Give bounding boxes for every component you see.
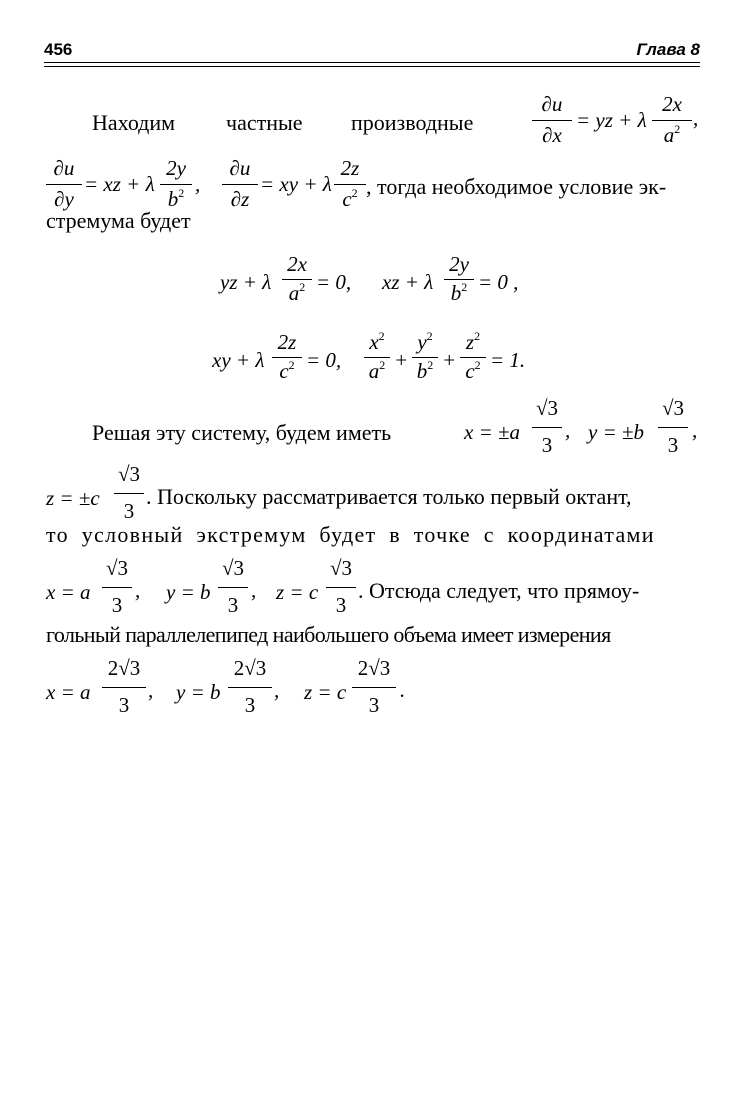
plus-2: +	[442, 348, 457, 372]
word-proizvodnye: производные	[351, 110, 474, 135]
comma-2: ,	[195, 172, 201, 196]
sys-e2-lhs: xz + λ	[382, 270, 434, 294]
sys-fraction-2x-a2: 2x $a^2$	[282, 252, 312, 306]
sys-fraction-2z-c2: 2z $c^2$	[272, 330, 302, 384]
fraction-du-dy: ∂u ∂y	[46, 156, 82, 212]
fraction-2sqrt3-3-c: 2√3 3	[352, 656, 396, 718]
fraction-2y-b2: 2y $b^2$	[160, 156, 192, 212]
fraction-sqrt3-3-b: √3 3	[658, 396, 688, 458]
text-golnyi: гольный параллелепипед наибольшего объема имеет измерения	[46, 622, 611, 647]
fraction-2sqrt3-3-a: 2√3 3	[102, 656, 146, 718]
fraction-sqrt3-3-c: √3 3	[114, 462, 144, 524]
plus-1: +	[394, 348, 409, 372]
sys-fraction-2y-b2: 2y $b^2$	[444, 252, 474, 306]
eq1-rhs: = yz + λ	[576, 108, 647, 132]
z-c: z = c	[276, 580, 319, 604]
sep-3: ,	[135, 578, 141, 602]
running-header	[44, 40, 700, 58]
fraction-du-dz: ∂u ∂z	[222, 156, 258, 212]
sys-fraction-x2-a2: $x^2$ $a^2$	[364, 330, 390, 384]
fraction-2sqrt3-3-b: 2√3 3	[228, 656, 272, 718]
sys-e3-lhs: xy + λ	[212, 348, 265, 372]
sys-fraction-z2-c2: $z^2$ $c^2$	[460, 330, 486, 384]
x-a-2: x = a	[46, 680, 91, 704]
sep-6: ,	[274, 678, 280, 702]
text-uslovnyi: то условный экстремум будет в точке с координатами	[46, 522, 655, 547]
text-reshaya: Решая эту систему, будем иметь	[92, 420, 392, 445]
y-pm-b: y = ±b	[588, 420, 645, 444]
eq3-rhs: = xy + λ	[260, 172, 332, 196]
sep-5: ,	[148, 678, 154, 702]
z-c-2: z = c	[304, 680, 347, 704]
chapter-title: Глава 8	[636, 40, 700, 59]
sys-e1-end: = 0,	[316, 270, 352, 294]
text-stremuma: стремума будет	[46, 208, 191, 233]
fraction-sqrt3-3-d: √3 3	[102, 556, 132, 618]
fraction-2x-a2: 2x $a^2$	[652, 92, 692, 148]
sep-1: ,	[565, 418, 571, 442]
x-pm-a: x = ±a	[464, 420, 521, 444]
sys-e1-lhs: yz + λ	[220, 270, 272, 294]
sep-2: ,	[692, 418, 698, 442]
fraction-sqrt3-3-f: √3 3	[326, 556, 356, 618]
sys-e3-end: = 0,	[306, 348, 342, 372]
page-number: 456	[44, 40, 73, 59]
x-a: x = a	[46, 580, 91, 604]
sys-fraction-y2-b2: $y^2$ $b^2$	[412, 330, 438, 384]
fraction-du-dx: ∂u ∂x	[532, 92, 572, 148]
y-b: y = b	[166, 580, 211, 604]
sys-e2-end: = 0 ,	[478, 270, 519, 294]
y-b-2: y = b	[176, 680, 221, 704]
fraction-2z-c2: 2z $c^2$	[334, 156, 366, 212]
comma-1: ,	[693, 106, 699, 130]
sys-e4-end: = 1.	[490, 348, 526, 372]
header-rule-thick	[44, 62, 700, 63]
word-chastnye: частные	[226, 110, 303, 135]
z-pm-c: z = ±c	[46, 486, 100, 510]
text-togda: , тогда необходимое условие эк-	[366, 174, 667, 199]
text-poskolku: . Поскольку рассматривается только первый октант,	[146, 484, 632, 509]
fraction-sqrt3-3-a: √3 3	[532, 396, 562, 458]
fraction-sqrt3-3-e: √3 3	[218, 556, 248, 618]
final-period: .	[400, 678, 406, 702]
text-otsyuda: . Отсюда следует, что прямоу-	[358, 578, 640, 603]
sep-4: ,	[251, 578, 257, 602]
word-nakhodim: Находим	[92, 110, 176, 135]
eq2-rhs: = xz + λ	[84, 172, 155, 196]
header-rule-thin	[44, 66, 700, 67]
